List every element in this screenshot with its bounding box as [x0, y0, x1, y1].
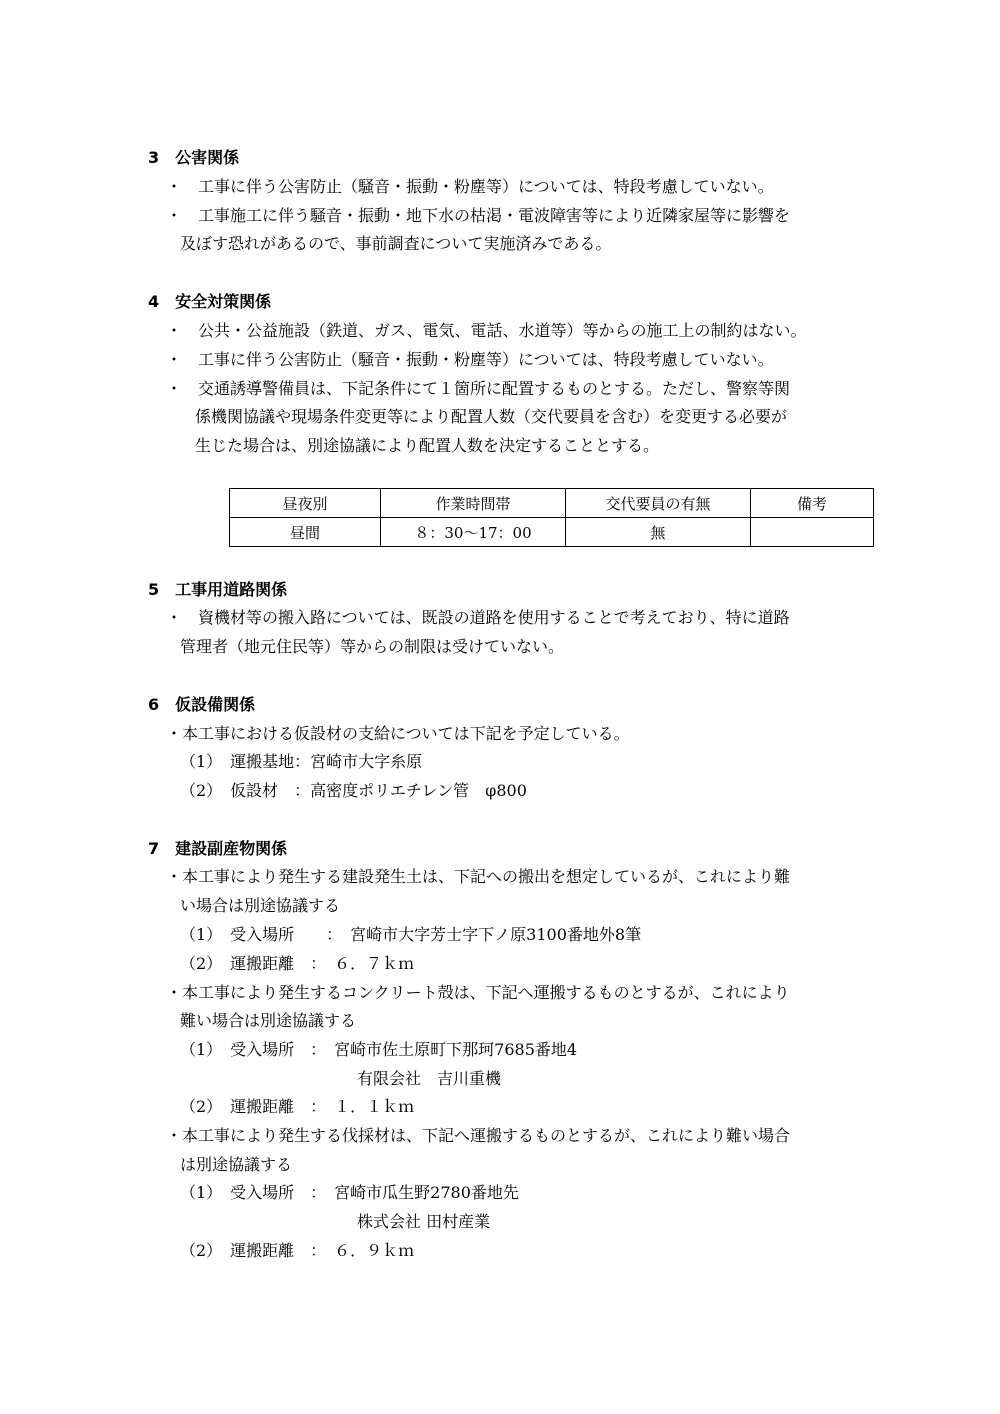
section-6-heading: 6 仮設備関係: [148, 695, 256, 714]
table-header-cell: 作業時間帯: [381, 489, 566, 518]
s7-b-line-5: （2） 運搬距離 ： １．１ｋｍ: [180, 1097, 415, 1116]
s4-line-4: 係機関協議や現場条件変更等により配置人数（交代要員を含む）を変更する必要が: [195, 407, 788, 426]
table-row: [230, 518, 874, 547]
s7-b-line-1: ・本工事により発生するコンクリート殻は、下記へ運搬するものとするが、これにより: [166, 983, 790, 1002]
s4-line-2: ・ 工事に伴う公害防止（騒音・振動・粉塵等）については、特段考慮していない。: [166, 350, 774, 369]
table-cell: 無: [566, 518, 751, 547]
s7-c-line-1: ・本工事により発生する伐採材は、下記へ運搬するものとするが、これにより難い場合: [166, 1126, 791, 1145]
s7-b-line-2: 難い場合は別途協議する: [180, 1011, 357, 1030]
section-7-heading: 7 建設副産物関係: [148, 839, 288, 858]
section-3-heading: 3 公害関係: [148, 148, 240, 167]
table-header-cell: 昼夜別: [230, 489, 381, 518]
s3-line-1: ・ 工事に伴う公害防止（騒音・振動・粉塵等）については、特段考慮していない。: [166, 177, 774, 196]
s6-line-2: （1） 運搬基地：宮崎市大字糸原: [180, 752, 423, 771]
s4-line-5: 生じた場合は、別途協議により配置人数を決定することとする。: [195, 436, 660, 455]
s4-line-1: ・ 公共・公益施設（鉄道、ガス、電気、電話、水道等）等からの施工上の制約はない。: [166, 321, 807, 340]
section-4-heading: 4 安全対策関係: [148, 292, 272, 311]
s3-line-3: 及ぼす恐れがあるので、事前調査について実施済みである。: [180, 234, 612, 253]
s7-a-line-4: （2） 運搬距離 ： ６．７ｋｍ: [180, 954, 415, 973]
guard-condition-table: [229, 488, 874, 547]
s7-c-line-4: 株式会社 田村産業: [357, 1212, 491, 1231]
s7-c-line-3: （1） 受入場所 ： 宮崎市瓜生野2780番地先: [180, 1183, 519, 1202]
table-header-row: [230, 489, 874, 518]
s6-line-1: ・本工事における仮設材の支給については下記を予定している。: [166, 724, 630, 743]
table-cell: ８：30～17：00: [381, 518, 566, 547]
s7-a-line-2: い場合は別途協議する: [180, 896, 341, 915]
table-header-cell: 備考: [751, 489, 874, 518]
s4-line-3: ・ 交通誘導警備員は、下記条件にて１箇所に配置するものとする。ただし、警察等関: [166, 379, 791, 398]
table-header-cell: 交代要員の有無: [566, 489, 751, 518]
s5-line-1: ・ 資機材等の搬入路については、既設の道路を使用することで考えており、特に道路: [166, 608, 790, 627]
table-cell: [751, 518, 874, 547]
s7-b-line-4: 有限会社 吉川重機: [357, 1069, 502, 1088]
table-cell: 昼間: [230, 518, 381, 547]
s5-line-2: 管理者（地元住民等）等からの制限は受けていない。: [180, 637, 565, 656]
s7-a-line-3: （1） 受入場所 ： 宮崎市大字芳士字下ノ原3100番地外8筆: [180, 925, 642, 944]
section-5-heading: 5 工事用道路関係: [148, 580, 288, 599]
s7-c-line-2: は別途協議する: [180, 1155, 293, 1174]
s3-line-2: ・ 工事施工に伴う騒音・振動・地下水の枯渇・電波障害等により近隣家屋等に影響を: [166, 206, 791, 225]
s7-b-line-3: （1） 受入場所 ： 宮崎市佐土原町下那珂7685番地4: [180, 1040, 578, 1059]
s7-c-line-5: （2） 運搬距離 ： ６．９ｋｍ: [180, 1241, 415, 1260]
s6-line-3: （2） 仮設材 ：高密度ポリエチレン管 φ800: [180, 781, 527, 800]
s7-a-line-1: ・本工事により発生する建設発生土は、下記への搬出を想定しているが、これにより難: [166, 867, 791, 886]
